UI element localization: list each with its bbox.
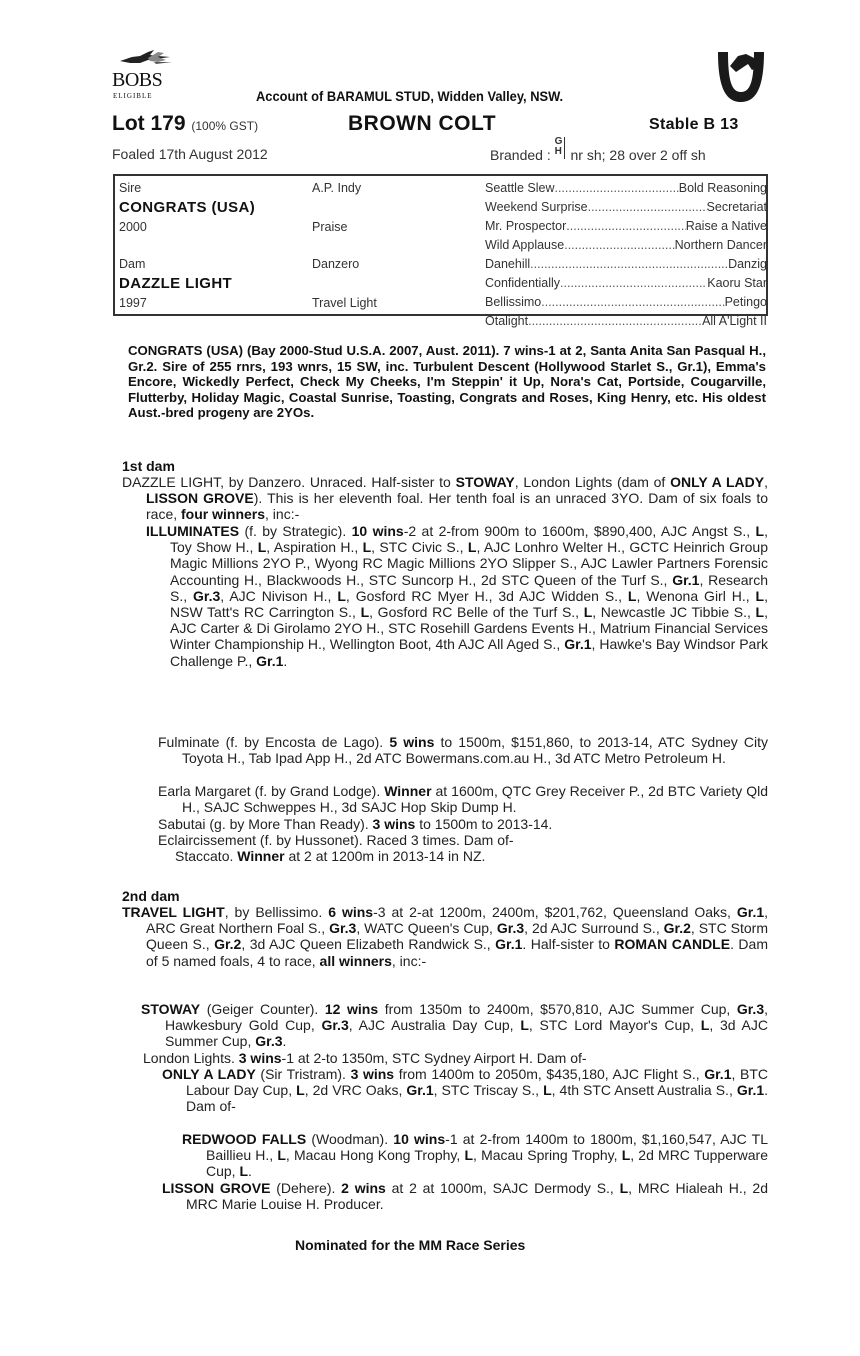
first-dam-intro: DAZZLE LIGHT, by Danzero. Unraced. Half-sister to STOWAY, London Lights (dam of ONLY A LADY, LISSON GROVE). This is her eleventh foal. Her tenth foal is an unraced 3YO. Dam of six foals to race, four winners, inc:- bbox=[122, 474, 768, 523]
progeny-eclaircissement: Eclaircissement (f. by Hussonet). Raced 3 times. Dam of- bbox=[158, 832, 514, 848]
dam-label: Dam bbox=[119, 257, 146, 271]
foaled-date: Foaled 17th August 2012 bbox=[112, 146, 268, 162]
progeny-earla-margaret: Earla Margaret (f. by Grand Lodge). Winner at 1600m, QTC Grey Receiver P., 2d BTC Variety Qld H., SAJC Schweppes H., 3d SAJC Hop Skip Dump H. bbox=[158, 783, 769, 816]
lot-number bbox=[112, 112, 258, 136]
gst-note: (100% GST) bbox=[191, 119, 259, 133]
grandparent-row: Confidentially ..... Kaoru Star bbox=[485, 275, 767, 291]
progeny-stoway: STOWAY (Geiger Counter). 12 wins from 1350m to 2400m, $570,810, AJC Summer Cup, Gr.3, Hawkesbury Gold Cup, Gr.3, AJC Australia Day Cup, L, STC Lord Mayor's Cup, L, 3d AJC Summer Cup, Gr.3. bbox=[141, 1001, 769, 1050]
dam-year: 1997 bbox=[119, 296, 147, 310]
progeny-redwood-falls: REDWOOD FALLS (Woodman). 10 wins-1 at 2-from 1400m to 1800m, $1,160,547, AJC TL Baillieu H., L, Macau Hong Kong Trophy, L, Macau Spring Trophy, L, 2d MRC Tupperware Cup, L. bbox=[182, 1131, 769, 1180]
brand-mark-icon: G H bbox=[555, 146, 567, 160]
dam-name: DAZZLE LIGHT bbox=[119, 275, 233, 292]
grandparent-row: Danehill ..... Danzig bbox=[485, 256, 767, 272]
progeny-only-a-lady: ONLY A LADY (Sir Tristram). 3 wins from 1400m to 2050m, $435,180, AJC Flight S., Gr.1, BTC Labour Day Cup, L, 2d VRC Oaks, Gr.1, STC Triscay S., L, 4th STC Ansett Australia S., Gr.1. Dam of- bbox=[162, 1066, 769, 1115]
bobs-eligible-logo bbox=[112, 48, 184, 106]
sire-dam: Praise bbox=[312, 220, 348, 234]
sire-name: CONGRATS (USA) bbox=[119, 199, 256, 216]
grandparent-row: Mr. Prospector ..... Raise a Native bbox=[485, 218, 767, 234]
lot-label: Lot 179 bbox=[112, 112, 186, 135]
grandparent-row: Seattle Slew ..... Bold Reasoning bbox=[485, 180, 767, 196]
grandparent-row: Wild Applause ..... Northern Dancer bbox=[485, 237, 767, 253]
bobs-logo-subtitle: ELIGIBLE bbox=[113, 92, 153, 100]
progeny-lisson-grove: LISSON GROVE (Dehere). 2 wins at 2 at 1000m, SAJC Dermody S., L, MRC Hialeah H., 2d MRC Marie Louise H. Producer. bbox=[162, 1180, 768, 1213]
second-dam-heading: 2nd dam bbox=[122, 888, 180, 904]
sire-sire: A.P. Indy bbox=[312, 181, 362, 195]
branded-detail: nr sh; 28 over 2 off sh bbox=[570, 147, 706, 163]
grandparent-row: Otalight ..... All A'Light II bbox=[485, 313, 767, 329]
bird-icon bbox=[118, 48, 174, 70]
branded-label: Branded : bbox=[490, 147, 551, 163]
first-dam-heading: 1st dam bbox=[122, 458, 175, 474]
bobs-logo-text: BOBS bbox=[112, 69, 163, 91]
grandparent-row: Bellissimo ..... Petingo bbox=[485, 294, 767, 310]
progeny-fulminate: Fulminate (f. by Encosta de Lago). 5 wins to 1500m, $151,860, to 2013-14, ATC Sydney City Toyota H., Tab Ipad App H., 2d ATC Bowermans.com.au H., 3d ATC Metro Petroleum H. bbox=[158, 734, 769, 767]
grandparent-row: Weekend Surprise ..... Secretariat bbox=[485, 199, 767, 215]
progeny-illuminates: ILLUMINATES (f. by Strategic). 10 wins-2 at 2-from 900m to 1600m, $890,400, AJC Angst S., L, Toy Show H., L, Aspiration H., L, STC Civic S., L, AJC Lonhro Welter H., GCTC Heinrich Group Magic Millions 2YO P., Wyong RC Magic Millions 2YO Slipper S., AJC Lawler Partners Forensic Accounting H., Blackwoods H., STC Suncorp H., 2d STC Queen of the Turf S., Gr.1, Research S., Gr.3, AJC Nivison H., L, Gosford RC Myer H., 3d AJC Widden S., L, Wenona Girl H., L, NSW Tatt's RC Carrington S., L, Gosford RC Belle of the Turf S., L, Newcastle JC Tibbie S., L, AJC Carter & Di Girolamo 2YO H., STC Rosehill Gardens Events H., Matrium Financial Services Winter Championship H., Wellington Boot, 4th AJC All Aged S., Gr.1, Hawke's Bay Windsor Park Challenge P., Gr.1. bbox=[146, 523, 769, 669]
second-dam-intro: TRAVEL LIGHT, by Bellissimo. 6 wins-3 at 2-at 1200m, 2400m, $201,762, Queensland Oaks, Gr.1, ARC Great Northern Foal S., Gr.3, WATC Queen's Cup, Gr.3, 2d AJC Surround S., Gr.2, STC Storm Queen S., Gr.2, 3d AJC Queen Elizabeth Randwick S., Gr.1. Half-sister to ROMAN CANDLE. Dam of 5 named foals, 4 to race, all winners, inc:- bbox=[122, 904, 769, 969]
sire-year: 2000 bbox=[119, 220, 147, 234]
pedigree-table bbox=[113, 174, 768, 328]
vendor-account: Account of BARAMUL STUD, Widden Valley, NSW. bbox=[256, 88, 564, 104]
branded-info bbox=[490, 136, 706, 163]
horse-description: BROWN COLT bbox=[348, 112, 497, 135]
progeny-sabutai: Sabutai (g. by More Than Ready). 3 wins to 1500m to 2013-14. bbox=[158, 816, 553, 832]
sire-label: Sire bbox=[119, 181, 142, 195]
dam-sire: Danzero bbox=[312, 257, 360, 271]
horseshoe-logo-icon bbox=[712, 46, 770, 106]
mm-race-series-nomination: Nominated for the MM Race Series bbox=[295, 1237, 526, 1253]
sire-summary: CONGRATS (USA) (Bay 2000-Stud U.S.A. 2007, Aust. 2011). 7 wins-1 at 2, Santa Anita San Pasqual H., Gr.2. Sire of 255 rnrs, 193 wnrs, 15 SW, inc. Turbulent Descent (Hollywood Starlet S., Gr.1), Emma's Encore, Wickedly Perfect, Check My Cheeks, I'm Steppin' it Up, Nora's Cat, Portside, Cougarville, Flutterby, Holiday Magic, Coastal Sunrise, Toasting, Congrats and Roses, King Henry, etc. His oldest Aust.-bred progeny are 2YOs. bbox=[128, 343, 766, 420]
progeny-london-lights: London Lights. 3 wins-1 at 2-to 1350m, STC Sydney Airport H. Dam of- bbox=[143, 1050, 587, 1066]
dam-dam: Travel Light bbox=[312, 296, 377, 310]
stable-location: Stable B 13 bbox=[649, 116, 739, 133]
progeny-staccato: Staccato. Winner at 2 at 1200m in 2013-14 in NZ. bbox=[175, 848, 486, 864]
